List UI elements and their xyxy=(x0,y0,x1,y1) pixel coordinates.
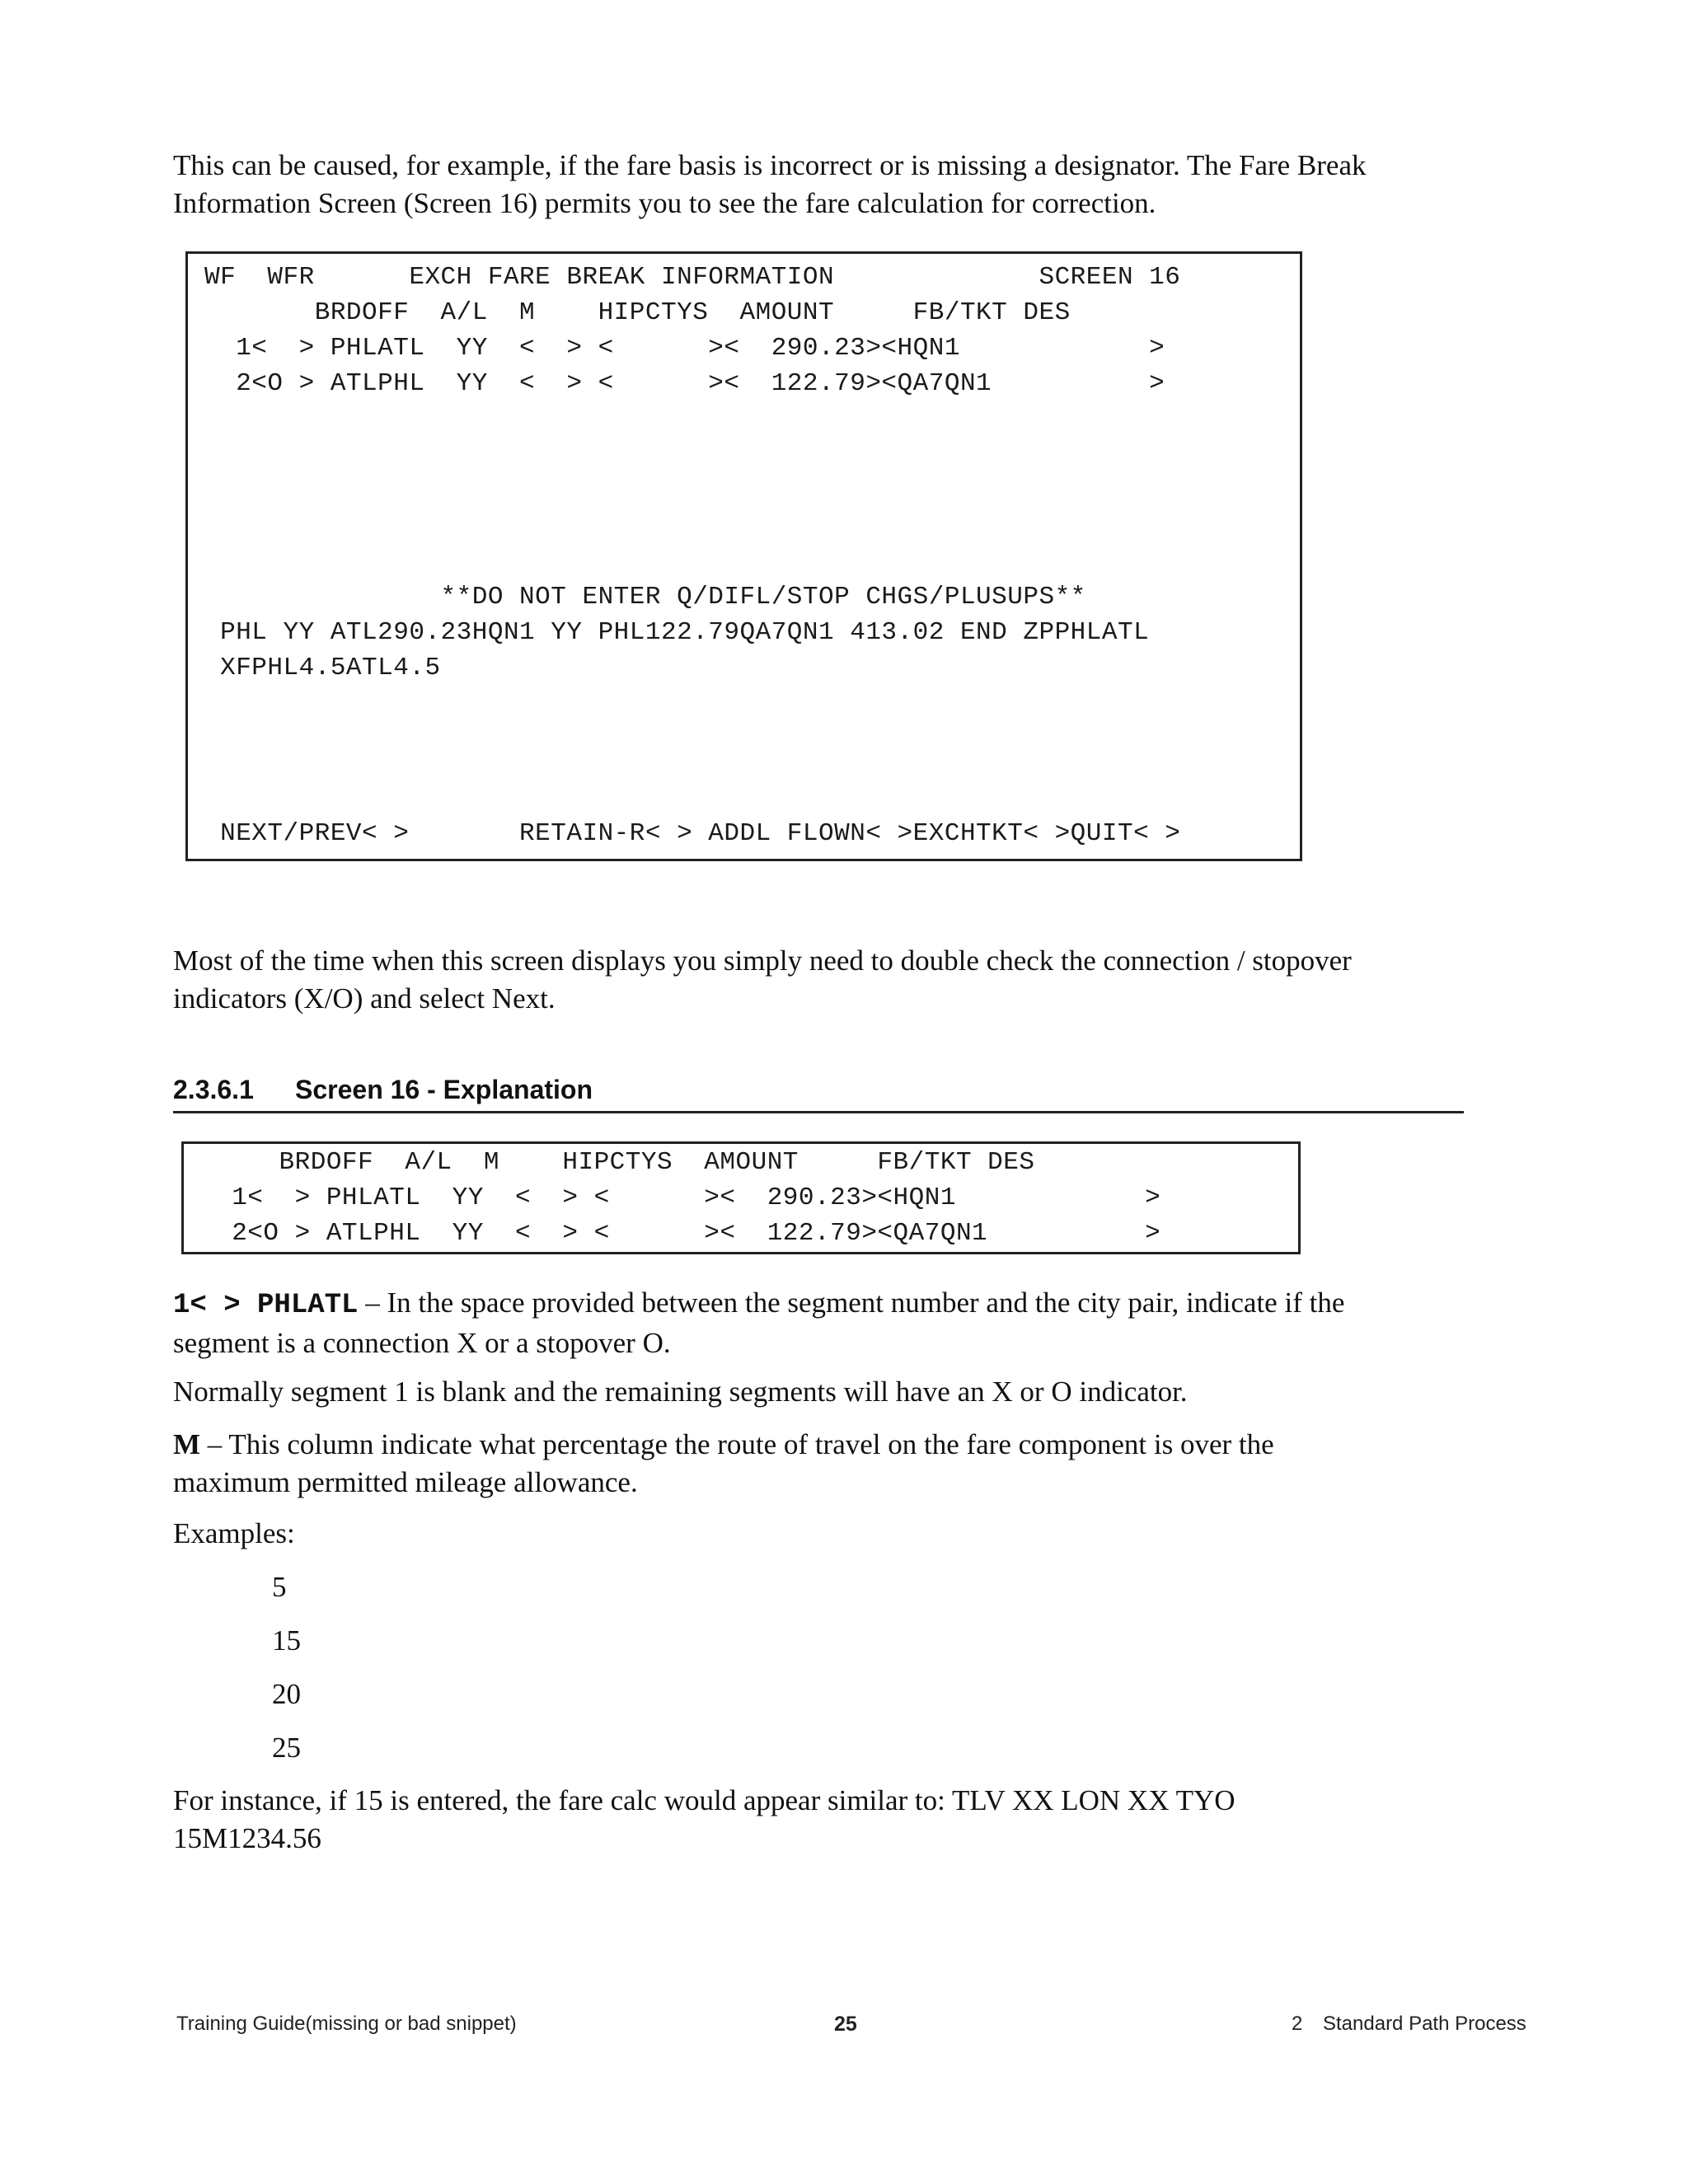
screen16-warning: **DO NOT ENTER Q/DIFL/STOP CHGS/PLUSUPS** xyxy=(204,583,1086,612)
screen16-xf-line: XFPHL4.5ATL4.5 xyxy=(204,654,441,682)
screen16-command-line: NEXT/PREV< > RETAIN-R< > ADDL FLOWN< >EXCHTKT< >QUIT< > xyxy=(204,819,1181,848)
screen16-header-line: WF WFR EXCH FARE BREAK INFORMATION SCREEN 16 xyxy=(204,263,1181,292)
m-column-explanation xyxy=(173,1426,1459,1502)
screen16-terminal xyxy=(185,251,1302,861)
segment-code: 1< > PHLATL xyxy=(173,1290,359,1321)
section-title: Screen 16 - Explanation xyxy=(295,1075,593,1104)
footer-left: Training Guide(missing or bad snippet) xyxy=(176,2013,517,2035)
instance-line-2: 15M1234.56 xyxy=(173,1822,321,1854)
section-heading xyxy=(173,1071,1464,1113)
intro-line-2: Information Screen (Screen 16) permits you to see the fare calculation for correction. xyxy=(173,187,1156,219)
instance-line-1: For instance, if 15 is entered, the fare calc would appear similar to: TLV XX LON XX TYO xyxy=(173,1784,1236,1816)
screen16-fare-calc: PHL YY ATL290.23HQN1 YY PHL122.79QA7QN1 413.02 END ZPPHLATL xyxy=(204,618,1150,647)
m-code: M xyxy=(173,1428,201,1460)
screen16-column-headers: BRDOFF A/L M HIPCTYS AMOUNT FB/TKT DES xyxy=(204,298,1071,327)
section-number: 2.3.6.1 xyxy=(173,1075,254,1104)
most-of-time-paragraph xyxy=(173,942,1459,1018)
screen16-excerpt-terminal xyxy=(181,1141,1301,1254)
screen16-segment-2: 2<O > ATLPHL YY < > < >< 122.79><QA7QN1 > xyxy=(204,369,1165,398)
example-item: 20 xyxy=(272,1678,301,1710)
example-item: 5 xyxy=(272,1571,287,1603)
intro-paragraph xyxy=(173,147,1459,223)
excerpt-column-headers: BRDOFF A/L M HIPCTYS AMOUNT FB/TKT DES xyxy=(200,1148,1035,1177)
segment-explanation xyxy=(173,1284,1459,1362)
footer-chapter-title: Standard Path Process xyxy=(1323,2013,1526,2035)
most-of-time-line-2: indicators (X/O) and select Next. xyxy=(173,982,556,1015)
screen16-segment-1: 1< > PHLATL YY < > < >< 290.23><HQN1 > xyxy=(204,334,1165,363)
example-item: 25 xyxy=(272,1732,301,1764)
footer-chapter-number: 2 xyxy=(1292,2013,1303,2035)
normally-paragraph: Normally segment 1 is blank and the remaining segments will have an X or O indicator. xyxy=(173,1376,1188,1408)
segment-text-line-1: – In the space provided between the segment number and the city pair, indicate if the xyxy=(358,1286,1345,1319)
segment-text-line-2: segment is a connection X or a stopover O. xyxy=(173,1327,671,1359)
intro-line-1: This can be caused, for example, if the fare basis is incorrect or is missing a designator. The Fare Break xyxy=(173,149,1367,181)
most-of-time-line-1: Most of the time when this screen displays you simply need to double check the connection / stopover xyxy=(173,944,1352,977)
excerpt-segment-1: 1< > PHLATL YY < > < >< 290.23><HQN1 > xyxy=(200,1183,1161,1212)
excerpt-segment-2: 2<O > ATLPHL YY < > < >< 122.79><QA7QN1 > xyxy=(200,1219,1161,1248)
footer-page-number: 25 xyxy=(834,2013,857,2036)
m-text-line-2: maximum permitted mileage allowance. xyxy=(173,1466,638,1498)
m-text-line-1: – This column indicate what percentage the route of travel on the fare component is over the xyxy=(200,1428,1274,1460)
instance-paragraph xyxy=(173,1782,1459,1858)
examples-label: Examples: xyxy=(173,1517,295,1549)
example-item: 15 xyxy=(272,1624,301,1657)
